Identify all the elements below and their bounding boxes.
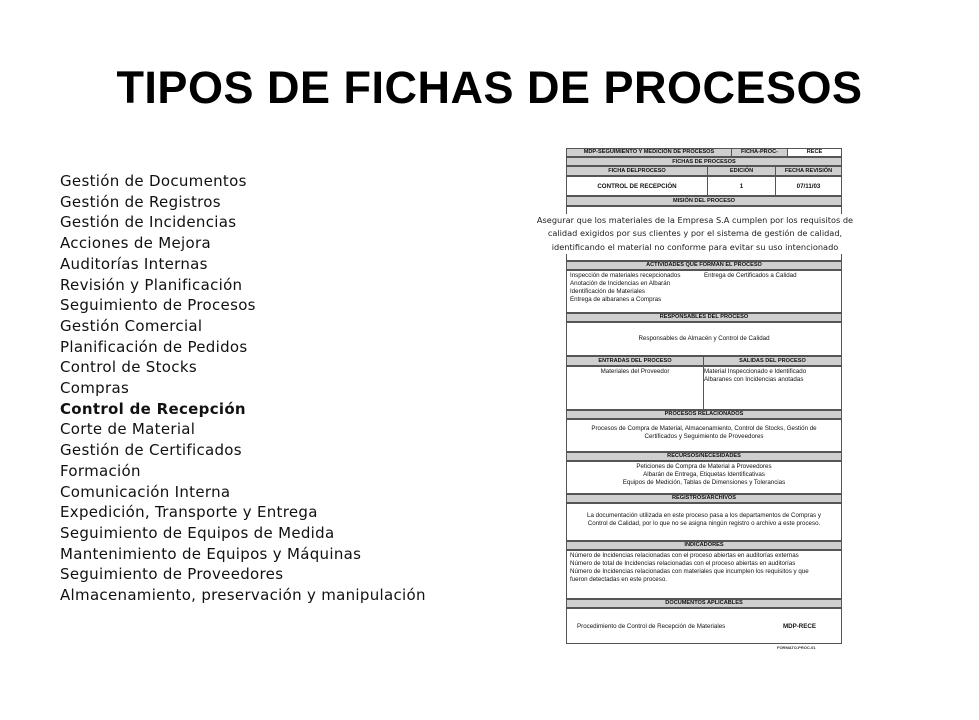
process-list-item: Revisión y Planificación (60, 275, 243, 294)
recursos-header: RECURSOS/NECESIDADES (566, 452, 842, 461)
indicadores-line-4: fueron detectadas en este proceso. (570, 576, 668, 583)
col-fecha: FECHA REVISIÓN (784, 167, 833, 174)
form-header-left: MDP-SEGUIMIENTO Y MEDICIÓN DE PROCESOS (567, 149, 732, 156)
responsables-header: RESPONSABLES DEL PROCESO (566, 313, 842, 322)
entradas-salidas-header (566, 356, 842, 366)
form-header-mid: FICHA-PROC- (732, 149, 788, 156)
process-list-item: Gestión de Incidencias (60, 213, 237, 232)
col-ficha: FICHA DELPROCESO (567, 167, 708, 175)
entradas-header: ENTRADAS DEL PROCESO (567, 357, 704, 365)
documento-name: Procedimiento de Control de Recepción de Materiales (577, 623, 726, 630)
documentos-box (566, 608, 842, 644)
entradas-salidas-box (566, 366, 842, 410)
process-list-item: Acciones de Mejora (60, 234, 211, 253)
documento-code: MDP-RECE (783, 623, 817, 630)
process-list-item: Seguimiento de Proveedores (60, 565, 284, 584)
salidas-header: SALIDAS DEL PROCESO (739, 357, 806, 364)
process-list-item: Gestión de Documentos (60, 172, 247, 190)
process-list-item: Control de Recepción (60, 399, 246, 418)
actividades-header: ACTIVIDADES QUE FORMAN EL PROCESO (566, 261, 842, 270)
mision-text: Asegurar que los materiales de la Empresa S.A cumplen por los requisitos de calidad exigidos por sus clientes y por el sistema de gestión de calidad, identificando el material no conforme para evitar su uso intencionado (521, 214, 869, 254)
page-title: TIPOS DE FICHAS DE PROCESOS (116, 62, 863, 113)
actividad-item: Inspección de materiales recepcionados (570, 272, 681, 279)
actividad-extra: Entrega de Certificados a Calidad (704, 272, 797, 279)
registros-line-1: La documentación utilizada en este proceso pasa a los departamentos de Compras y (587, 512, 821, 519)
process-list-item: Seguimiento de Equipos de Medida (60, 523, 335, 542)
process-list-item: Expedición, Transporte y Entrega (60, 503, 318, 522)
mision-header: MISIÓN DEL PROCESO (566, 196, 842, 206)
indicadores-header: INDICADORES (566, 541, 842, 550)
actividad-item: Identificación de Materiales (570, 288, 645, 295)
salida-1: Material Inspeccionado e Identificado (704, 368, 807, 375)
relacionados-line-2: Certificados y Seguimiento de Proveedores (644, 433, 764, 440)
fecha-value: 07/11/03 (796, 182, 821, 190)
process-list-item: Gestión de Certificados (60, 441, 242, 460)
actividades-box (566, 270, 842, 313)
relacionados-line-1: Procesos de Compra de Material, Almacenamiento, Control de Stocks, Gestión de (591, 425, 817, 432)
process-list-item: Planificación de Pedidos (60, 337, 248, 356)
recursos-line-2: Albarán de Entrega, Etiquetas Identificativas (643, 471, 765, 478)
indicadores-line-3: Número de Incidencias relacionadas con materiales que incumplen los requisitos y que (570, 568, 809, 575)
process-list-item: Almacenamiento, preservación y manipulación (60, 586, 426, 605)
registros-line-2: Control de Calidad, por lo que no se asigna ningún registro o archivo a este proceso. (587, 520, 821, 527)
recursos-line-1: Peticiones de Compra de Material a Proveedores (636, 463, 772, 470)
process-list-item: Control de Stocks (60, 358, 197, 377)
col-edicion: EDICIÓN (708, 167, 776, 175)
registros-box (566, 503, 842, 541)
process-list-item: Gestión de Registros (60, 192, 221, 211)
form-header-code: RECE (788, 149, 841, 156)
form-ficha-values (566, 176, 842, 196)
salidas-values (704, 367, 841, 409)
registros-header: REGISTROS/ARCHIVOS (566, 494, 842, 503)
indicadores-line-1: Número de Incidencias relacionadas con el proceso abiertas en auditorías externas (570, 552, 799, 559)
actividad-item: Entrega de albaranes a Compras (570, 296, 662, 303)
process-list-item: Mantenimiento de Equipos y Máquinas (60, 544, 362, 563)
process-list-item: Compras (60, 379, 130, 398)
indicadores-line-2: Número de total de Incidencias relacionadas con el proceso abiertas en auditorías (570, 560, 796, 567)
process-list (60, 171, 426, 606)
ficha-value: CONTROL DE RECEPCIÓN (567, 177, 708, 195)
process-list-item: Gestión Comercial (60, 316, 203, 335)
responsables-box: Responsables de Almacén y Control de Calidad (566, 322, 842, 356)
recursos-box (566, 461, 842, 494)
recursos-line-3: Equipos de Medición, Tablas de Dimensiones y Tolerancias (622, 479, 786, 486)
entradas-value: Materiales del Proveedor (567, 367, 704, 409)
relacionados-header: PROCESOS RELACIONADOS (566, 410, 842, 419)
documentos-header: DOCUMENTOS APLICABLES (566, 599, 842, 608)
form-fichas-header: FICHAS DE PROCESOS (566, 157, 842, 166)
form-footer-code: FORMATO-PROC-01 (777, 645, 816, 650)
process-list-item: Comunicación Interna (60, 482, 231, 501)
salida-2: Albaranes con Incidencias anotadas (704, 376, 804, 383)
form-header-row (566, 148, 842, 157)
edicion-value: 1 (708, 177, 776, 195)
relacionados-box (566, 419, 842, 452)
process-list-item: Corte de Material (60, 420, 196, 439)
indicadores-box (566, 550, 842, 599)
actividad-item: Anotación de Incidencias en Albarán (570, 280, 671, 287)
process-list-item: Auditorías Internas (60, 254, 208, 273)
process-list-item: Formación (60, 461, 141, 480)
form-ficha-columns (566, 166, 842, 176)
process-list-item: Seguimiento de Procesos (60, 296, 256, 315)
